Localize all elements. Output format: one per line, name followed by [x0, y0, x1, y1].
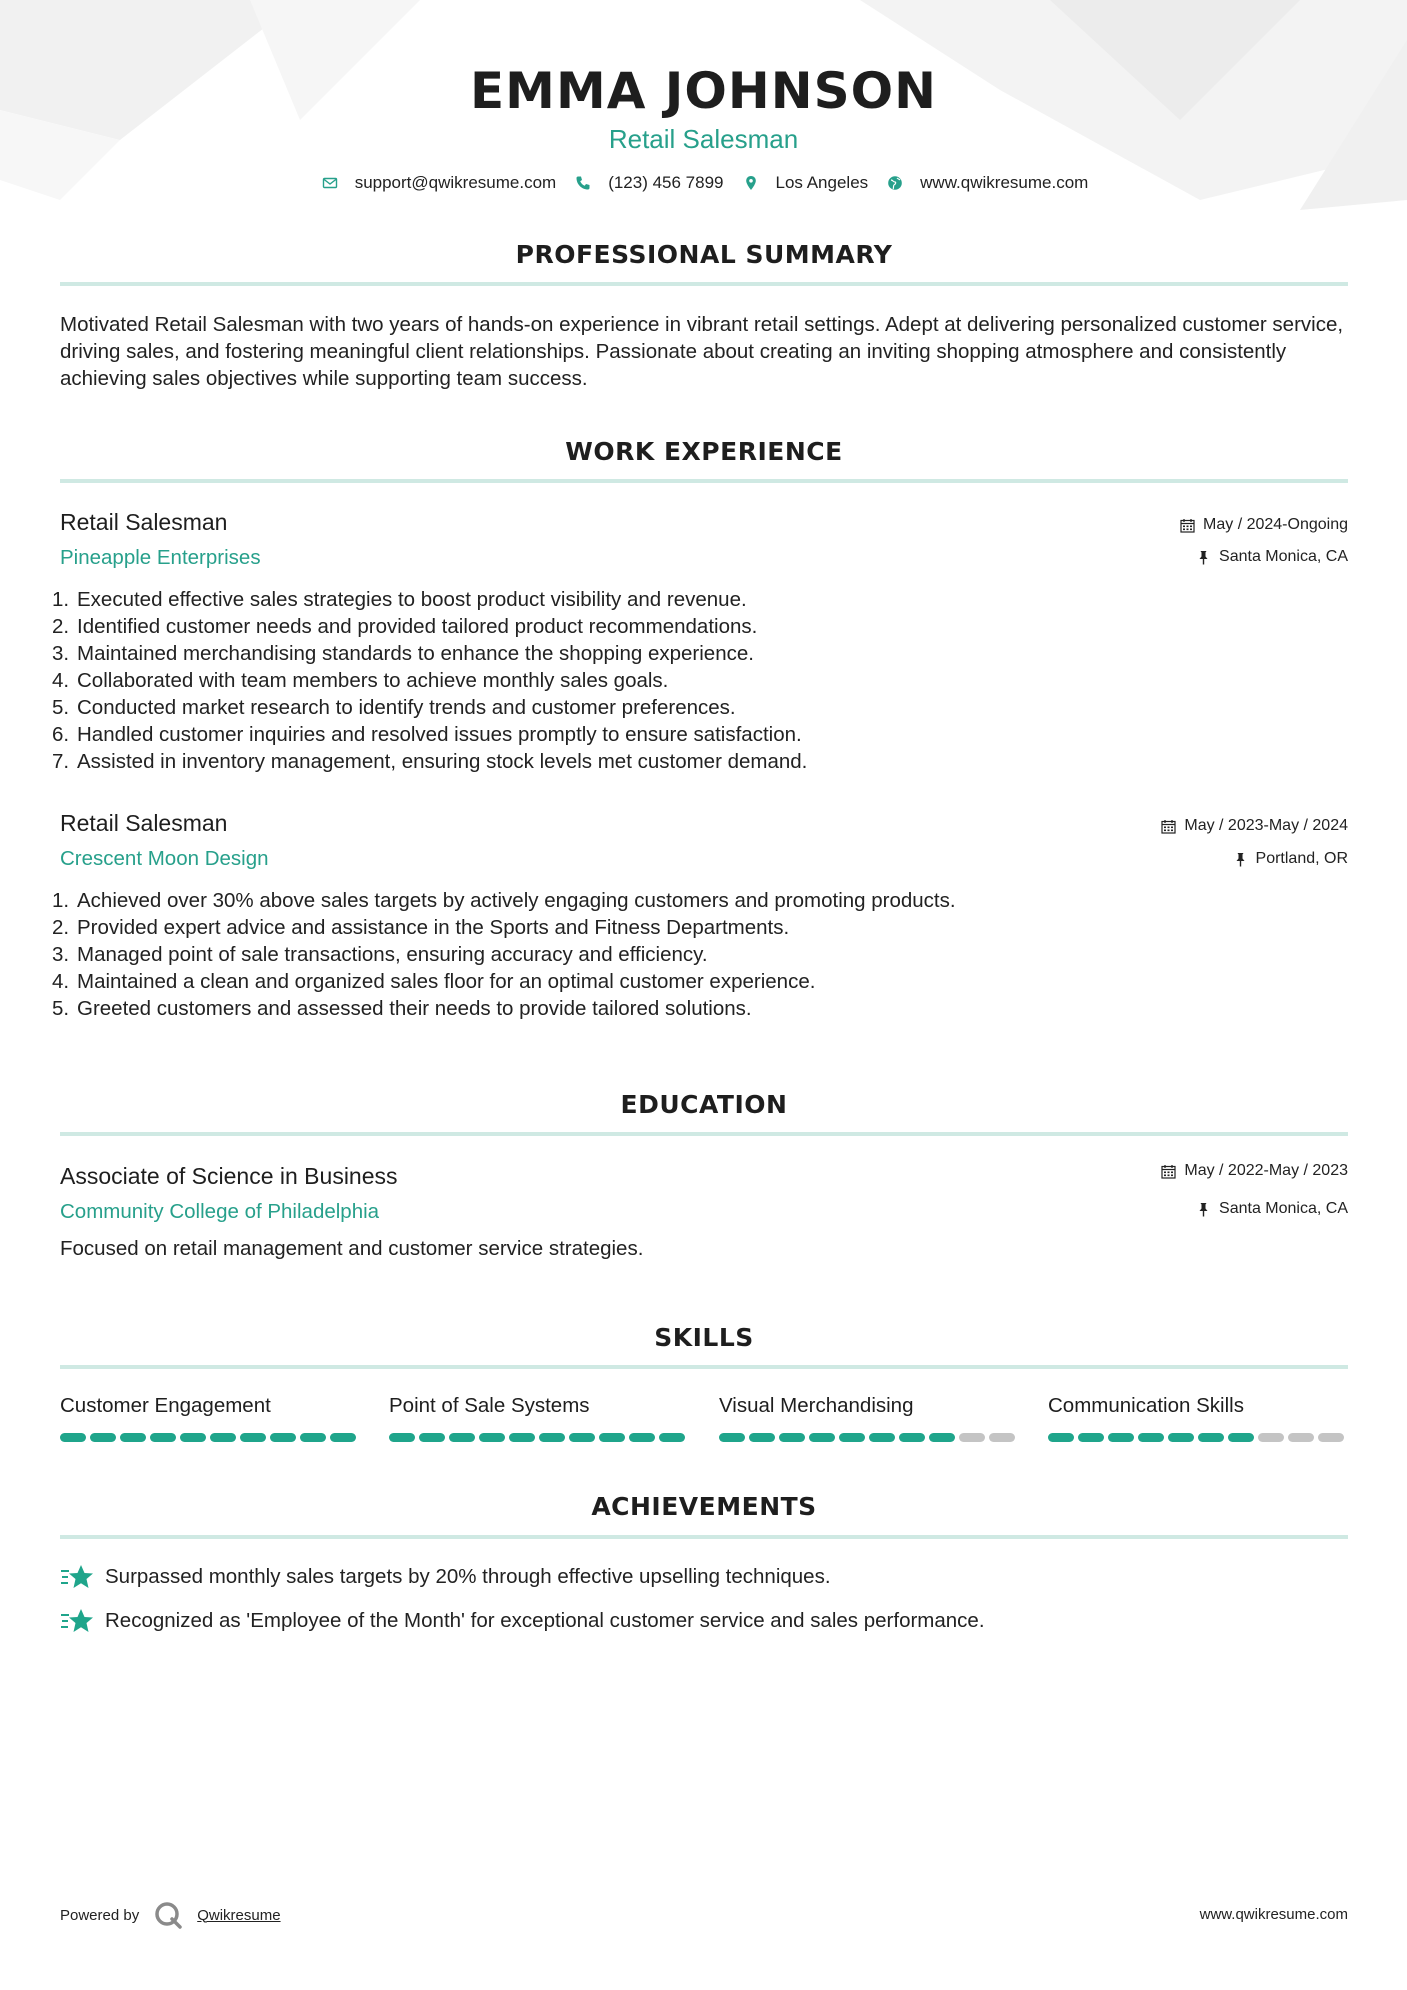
- contact-website-text: www.qwikresume.com: [920, 173, 1089, 192]
- skill-segment-filled: [809, 1433, 835, 1442]
- skill-name: Customer Engagement: [60, 1394, 271, 1417]
- list-item: 4. Maintained a clean and organized sales floor for an optimal customer experience.: [52, 970, 816, 993]
- skill-segment-filled: [1078, 1433, 1104, 1442]
- job-1-dates-text: May / 2024-Ongoing: [1203, 516, 1348, 533]
- education-description: Focused on retail management and customer service strategies.: [60, 1237, 644, 1260]
- pushpin-icon: [1196, 550, 1211, 565]
- skill-level-bar: [719, 1433, 1019, 1442]
- education-divider: [60, 1132, 1348, 1136]
- contact-bar: [0, 172, 1407, 194]
- skill-communication: [1048, 1391, 1348, 1442]
- skill-segment-empty: [959, 1433, 985, 1442]
- skill-segment-empty: [1258, 1433, 1284, 1442]
- achievement-item: [60, 1606, 985, 1636]
- skill-segment-filled: [749, 1433, 775, 1442]
- contact-location: [740, 172, 869, 194]
- education-school: Community College of Philadelphia: [60, 1200, 380, 1223]
- skill-segment-filled: [869, 1433, 895, 1442]
- job-2-title: Retail Salesman: [60, 810, 228, 836]
- skill-level-bar: [60, 1433, 360, 1442]
- skills-divider: [60, 1365, 1348, 1369]
- skill-segment-filled: [1198, 1433, 1224, 1442]
- summary-divider: [60, 282, 1348, 286]
- skill-level-bar: [1048, 1433, 1348, 1442]
- globe-icon: [884, 172, 906, 194]
- achievement-text: Recognized as 'Employee of the Month' for exceptional customer service and sales performance.: [105, 1609, 985, 1632]
- skill-segment-filled: [240, 1433, 266, 1442]
- skill-segment-empty: [1288, 1433, 1314, 1442]
- envelope-icon: [319, 172, 341, 194]
- skill-segment-filled: [839, 1433, 865, 1442]
- skill-segment-filled: [899, 1433, 925, 1442]
- contact-website[interactable]: [884, 172, 1088, 194]
- skill-segment-filled: [449, 1433, 475, 1442]
- list-item: 7. Assisted in inventory management, ensuring stock levels met customer demand.: [52, 750, 808, 773]
- summary-heading: PROFESSIONAL SUMMARY: [515, 240, 893, 269]
- contact-email-text: support@qwikresume.com: [354, 173, 557, 192]
- skill-segment-filled: [210, 1433, 236, 1442]
- phone-icon: [572, 172, 594, 194]
- skill-name: Communication Skills: [1048, 1394, 1244, 1417]
- skill-level-bar: [389, 1433, 689, 1442]
- skill-customer-engagement: [60, 1391, 360, 1442]
- achievement-item: [60, 1562, 831, 1592]
- list-item: 3. Managed point of sale transactions, ensuring accuracy and efficiency.: [52, 943, 708, 966]
- skill-segment-filled: [629, 1433, 655, 1442]
- contact-location-text: Los Angeles: [775, 173, 869, 192]
- education-degree: Associate of Science in Business: [60, 1163, 398, 1189]
- job-1-title: Retail Salesman: [60, 509, 228, 535]
- footer-powered-by: [60, 1900, 281, 1930]
- skills-heading: SKILLS: [654, 1323, 754, 1352]
- job-2-company: Crescent Moon Design: [60, 847, 269, 870]
- experience-divider: [60, 479, 1348, 483]
- list-item: 3. Maintained merchandising standards to enhance the shopping experience.: [52, 642, 754, 665]
- qwikresume-logo-icon: [153, 1900, 183, 1930]
- candidate-role: Retail Salesman: [608, 124, 799, 154]
- list-item: 1. Achieved over 30% above sales targets by actively engaging customers and promoting products.: [52, 889, 956, 912]
- education-location-text: Santa Monica, CA: [1219, 1200, 1348, 1217]
- skill-name: Point of Sale Systems: [389, 1394, 590, 1417]
- skill-segment-filled: [659, 1433, 685, 1442]
- job-1-dates: [1180, 516, 1348, 534]
- calendar-icon: [1161, 1164, 1176, 1179]
- list-item: 1. Executed effective sales strategies to boost product visibility and revenue.: [52, 588, 747, 611]
- skill-segment-filled: [779, 1433, 805, 1442]
- calendar-icon: [1180, 518, 1195, 533]
- skill-segment-filled: [419, 1433, 445, 1442]
- skill-segment-filled: [539, 1433, 565, 1442]
- qwikresume-link[interactable]: Qwikresume: [197, 1906, 281, 1924]
- summary-text: Motivated Retail Salesman with two years of hands-on experience in vibrant retail settings. Adept at delivering personalized customer service, driving sales, and fostering meaningful client relationships. Passionate about creating an inviting shopping atmosphere and consistently achieving sales objectives while supporting team success.: [60, 313, 1344, 390]
- candidate-name: EMMA JOHNSON: [470, 62, 937, 120]
- list-item: 2. Identified customer needs and provided tailored product recommendations.: [52, 615, 758, 638]
- calendar-icon: [1161, 819, 1176, 834]
- list-item: 6. Handled customer inquiries and resolved issues promptly to ensure satisfaction.: [52, 723, 802, 746]
- skill-segment-filled: [1228, 1433, 1254, 1442]
- contact-phone-text: (123) 456 7899: [608, 173, 724, 192]
- skill-segment-empty: [989, 1433, 1015, 1442]
- list-item: 2. Provided expert advice and assistance in the Sports and Fitness Departments.: [52, 916, 790, 939]
- job-2-dates-text: May / 2023-May / 2024: [1184, 817, 1348, 834]
- education-dates: [1161, 1162, 1348, 1180]
- skill-segment-filled: [1138, 1433, 1164, 1442]
- pushpin-icon: [1233, 852, 1248, 867]
- skill-segment-filled: [569, 1433, 595, 1442]
- skill-segment-filled: [150, 1433, 176, 1442]
- skill-segment-filled: [509, 1433, 535, 1442]
- skill-segment-filled: [270, 1433, 296, 1442]
- map-pin-icon: [740, 172, 762, 194]
- skill-segment-filled: [929, 1433, 955, 1442]
- list-item: 5. Greeted customers and assessed their needs to provide tailored solutions.: [52, 997, 752, 1020]
- job-1-location-text: Santa Monica, CA: [1219, 548, 1348, 565]
- job-2-location-text: Portland, OR: [1255, 850, 1348, 867]
- job-1-bullets: [52, 586, 1342, 775]
- list-item: 5. Conducted market research to identify trends and customer preferences.: [52, 696, 736, 719]
- job-1-location: [1196, 548, 1348, 566]
- skill-segment-filled: [180, 1433, 206, 1442]
- skill-segment-filled: [330, 1433, 356, 1442]
- achievement-text: Surpassed monthly sales targets by 20% through effective upselling techniques.: [105, 1565, 831, 1588]
- skill-segment-filled: [60, 1433, 86, 1442]
- list-item: 4. Collaborated with team members to achieve monthly sales goals.: [52, 669, 669, 692]
- skill-visual-merchandising: [719, 1391, 1019, 1442]
- skill-point-of-sale: [389, 1391, 689, 1442]
- skill-segment-empty: [1318, 1433, 1344, 1442]
- achievements-heading: ACHIEVEMENTS: [591, 1492, 817, 1521]
- resume-header: [0, 58, 1407, 154]
- education-location: [1196, 1200, 1348, 1218]
- job-2-location: [1233, 850, 1348, 868]
- powered-by-label: Powered by: [60, 1906, 140, 1924]
- skill-segment-filled: [599, 1433, 625, 1442]
- achievements-divider: [60, 1535, 1348, 1539]
- contact-email[interactable]: [319, 172, 557, 194]
- skill-segment-filled: [1048, 1433, 1074, 1442]
- skill-segment-filled: [90, 1433, 116, 1442]
- skill-segment-filled: [1108, 1433, 1134, 1442]
- job-2-dates: [1161, 817, 1348, 835]
- footer-website-link[interactable]: www.qwikresume.com: [1199, 1906, 1348, 1923]
- pushpin-icon: [1196, 1202, 1211, 1217]
- experience-heading: WORK EXPERIENCE: [565, 437, 843, 466]
- skill-segment-filled: [389, 1433, 415, 1442]
- skill-segment-filled: [1168, 1433, 1194, 1442]
- contact-phone[interactable]: [572, 172, 723, 194]
- education-heading: EDUCATION: [620, 1090, 788, 1119]
- star-award-icon: [60, 1562, 94, 1592]
- star-award-icon: [60, 1606, 94, 1636]
- skill-name: Visual Merchandising: [719, 1394, 914, 1417]
- skill-segment-filled: [719, 1433, 745, 1442]
- job-1-company: Pineapple Enterprises: [60, 546, 261, 569]
- education-dates-text: May / 2022-May / 2023: [1184, 1162, 1348, 1179]
- skill-segment-filled: [120, 1433, 146, 1442]
- job-2-bullets: [52, 887, 1342, 1022]
- skill-segment-filled: [479, 1433, 505, 1442]
- skill-segment-filled: [300, 1433, 326, 1442]
